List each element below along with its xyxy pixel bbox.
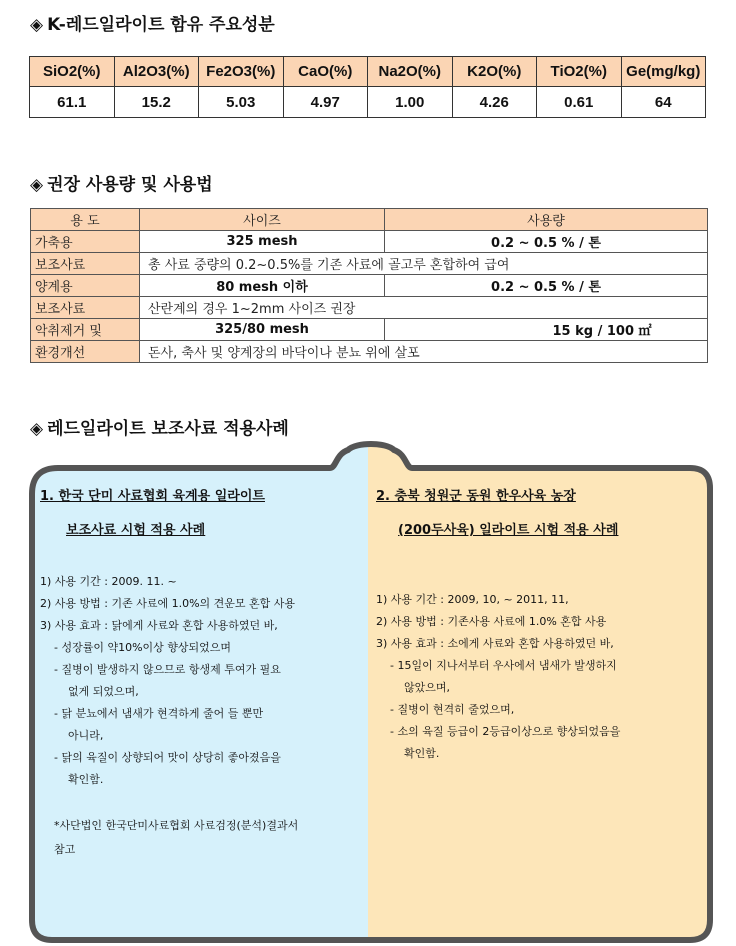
composition-table [29, 56, 706, 118]
value-cell: 4.26 [452, 87, 537, 118]
category-cell: 악취제거 및 [31, 319, 140, 341]
category-cell: 환경개선 [31, 341, 140, 363]
table-row [31, 253, 708, 275]
section-title-composition: ◈ K-레드일라이트 함유 주요성분 [30, 15, 275, 35]
category-cell: 양계용 [31, 275, 140, 297]
usage-header-row [31, 209, 708, 231]
value-cell: 64 [621, 87, 706, 118]
diamond-bullet-icon: ◈ [30, 175, 44, 195]
header-cell: 용 도 [31, 209, 140, 231]
case-note: *사단법인 한국단미사료협회 사료검정(분석)결과서 [54, 819, 299, 832]
case-line: 2) 사용 방법 : 기존사용 사료에 1.0% 혼합 사용 [376, 615, 607, 628]
case-title: 1. 한국 단미 사료협회 육계용 일라이트 보조사료 시험 적용 사례 [40, 489, 265, 538]
header-cell: 사용량 [385, 209, 708, 231]
case-note: 참고 [54, 843, 76, 856]
usage-table [30, 208, 708, 363]
case-line: 않았으며, [404, 681, 451, 694]
header-cell: SiO2(%) [30, 57, 115, 87]
case-line: 아니라, [68, 729, 104, 742]
case-line: - 닭의 육질이 상향되어 맛이 상당히 좋아졌음을 [54, 751, 281, 764]
amount-cell: 15 kg / 100 ㎡ [385, 319, 708, 341]
header-cell: TiO2(%) [537, 57, 622, 87]
header-cell: 사이즈 [140, 209, 385, 231]
case-line: - 15일이 지나서부터 우사에서 냄새가 발생하지 [390, 659, 617, 672]
section-title-cases: ◈ 레드일라이트 보조사료 적용사례 [30, 419, 289, 439]
case-line: 없게 되었으며, [68, 685, 139, 698]
diamond-bullet-icon: ◈ [30, 15, 44, 35]
value-cell: 61.1 [30, 87, 115, 118]
table-row [31, 319, 708, 341]
header-cell: Al2O3(%) [114, 57, 199, 87]
case-line: - 닭 분뇨에서 냄새가 현격하게 줄어 들 뿐만 [54, 707, 264, 720]
size-cell: 80 mesh 이하 [140, 275, 385, 297]
table-row [31, 275, 708, 297]
case-study-2 [376, 480, 702, 762]
case-line: 3) 사용 효과 : 소에게 사료와 혼합 사용하였던 바, [376, 637, 614, 650]
value-cell: 15.2 [114, 87, 199, 118]
header-cell: Fe2O3(%) [199, 57, 284, 87]
value-cell: 0.61 [537, 87, 622, 118]
table-row [31, 297, 708, 319]
category-cell: 보조사료 [31, 297, 140, 319]
case-panel [0, 440, 736, 946]
header-cell: CaO(%) [283, 57, 368, 87]
case-line: - 질병이 현격히 줄었으며, [390, 703, 515, 716]
case-line: 1) 사용 기간 : 2009. 11. ~ [40, 575, 177, 588]
value-cell: 5.03 [199, 87, 284, 118]
header-cell: K2O(%) [452, 57, 537, 87]
case-line: 1) 사용 기간 : 2009, 10, ~ 2011, 11, [376, 593, 569, 606]
method-cell: 산란계의 경우 1~2mm 사이즈 권장 [140, 297, 708, 319]
composition-header-row [30, 57, 706, 87]
case-line: 확인함. [68, 773, 104, 786]
category-cell: 보조사료 [31, 253, 140, 275]
header-cell: Ge(mg/kg) [621, 57, 706, 87]
diamond-bullet-icon: ◈ [30, 419, 44, 439]
case-line: 2) 사용 방법 : 기존 사료에 1.0%의 견운모 혼합 사용 [40, 597, 296, 610]
header-cell: Na2O(%) [368, 57, 453, 87]
case-line: - 질병이 발생하지 않으므로 항생제 투여가 필요 [54, 663, 281, 676]
table-row [31, 341, 708, 363]
case-line: 3) 사용 효과 : 닭에게 사료와 혼합 사용하였던 바, [40, 619, 278, 632]
composition-value-row [30, 87, 706, 118]
table-row [31, 231, 708, 253]
category-cell: 가축용 [31, 231, 140, 253]
method-cell: 돈사, 축사 및 양계장의 바닥이나 분뇨 위에 살포 [140, 341, 708, 363]
value-cell: 1.00 [368, 87, 453, 118]
case-line: - 성장률이 약10%이상 향상되었으며 [54, 641, 232, 654]
case-line: - 소의 육질 등급이 2등급이상으로 향상되었음을 [390, 725, 621, 738]
amount-cell: 0.2 ~ 0.5 % / 톤 [385, 275, 708, 297]
size-cell: 325/80 mesh [140, 319, 385, 341]
value-cell: 4.97 [283, 87, 368, 118]
section-title-usage: ◈ 권장 사용량 및 사용법 [30, 175, 213, 195]
case-title: 2. 충북 청원군 동원 한우사육 농장 (200두사육) 일라이트 시험 적용 사례 [376, 489, 619, 538]
size-cell: 325 mesh [140, 231, 385, 253]
amount-cell: 0.2 ~ 0.5 % / 톤 [385, 231, 708, 253]
case-line: 확인함. [404, 747, 440, 760]
case-study-1 [40, 480, 360, 858]
method-cell: 총 사료 중량의 0.2~0.5%를 기존 사료에 골고루 혼합하여 급여 [140, 253, 708, 275]
